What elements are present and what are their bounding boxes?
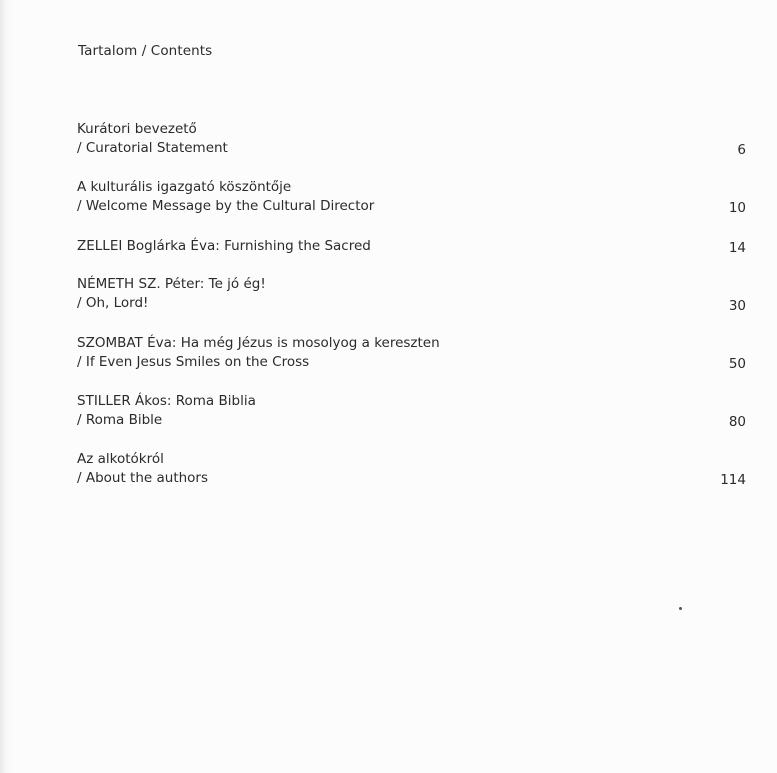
toc-entry-title: Az alkotókról: [77, 451, 164, 467]
toc-entry-title: Kurátori bevezető: [77, 121, 197, 137]
toc-entry-about-the-authors: [0, 450, 777, 490]
toc-entry-title: SZOMBAT Éva: Ha még Jézus is mosolyog a kereszten: [77, 335, 440, 351]
toc-entry-curatorial-statement: [0, 120, 777, 160]
toc-page-number: 6: [737, 142, 746, 158]
paper-speck: [679, 607, 682, 610]
toc-entry-subtitle: / Curatorial Statement: [77, 140, 228, 156]
toc-entry-oh-lord: [0, 275, 777, 315]
toc-entry-subtitle: / If Even Jesus Smiles on the Cross: [77, 354, 310, 370]
toc-page-number: 80: [728, 414, 746, 430]
toc-entry-subtitle: / Welcome Message by the Cultural Director: [77, 198, 375, 214]
toc-entry-title: NÉMETH SZ. Péter: Te jó ég!: [77, 276, 266, 292]
toc-entry-subtitle: / Roma Bible: [77, 412, 163, 428]
toc-page-number: 114: [720, 472, 746, 488]
toc-entry-furnishing-the-sacred: [0, 237, 777, 277]
contents-title: Tartalom / Contents: [78, 43, 213, 59]
toc-page-number: 50: [728, 356, 746, 372]
toc-entry-welcome-message: [0, 178, 777, 218]
toc-entry-title: A kulturális igazgató köszöntője: [77, 179, 292, 195]
toc-entry-roma-bible: [0, 392, 777, 432]
toc-page-number: 10: [728, 200, 746, 216]
toc-entry-subtitle: / Oh, Lord!: [77, 295, 149, 311]
toc-entry-jesus-smiles: [0, 334, 777, 374]
toc-entry-title: ZELLEI Boglárka Éva: Furnishing the Sacred: [77, 238, 371, 254]
toc-page-number: 14: [728, 240, 746, 256]
toc-entry-subtitle: / About the authors: [77, 470, 209, 486]
toc-entry-title: STILLER Ákos: Roma Biblia: [77, 393, 256, 409]
toc-page-number: 30: [728, 298, 746, 314]
